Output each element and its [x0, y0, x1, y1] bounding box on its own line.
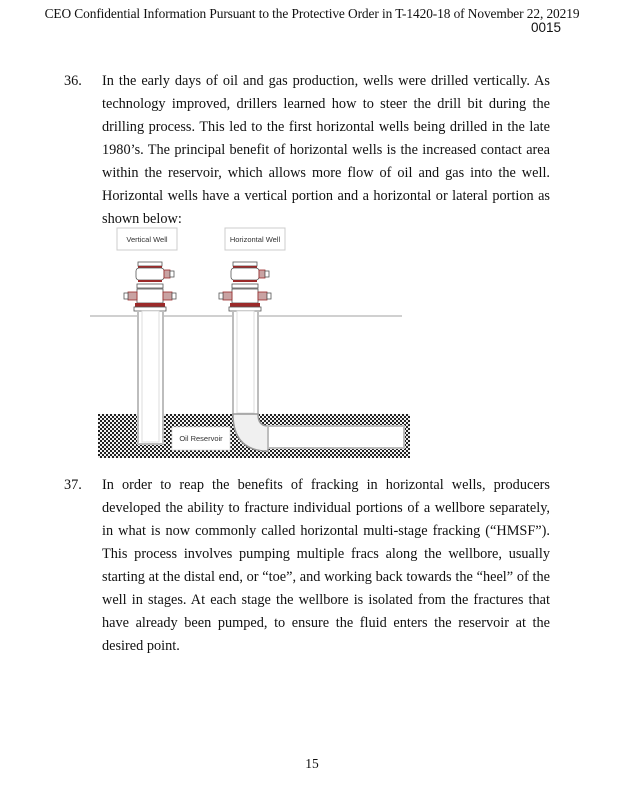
- paragraph-37: [64, 474, 550, 658]
- bates-number: 0015: [530, 20, 561, 35]
- well-diagram: [90, 222, 420, 462]
- horizontal-wellhead-icon: [219, 262, 271, 311]
- paragraph-text: In the early days of oil and gas production, wells were drilled vertically. As technology improved, drillers learned how to steer the drill bit during the drilling process. This led to the first horizontal wells being drilled in the late 1980’s. The principal benefit of horizontal wells is the increased contact area within the reservoir, which allows more flow of oil and gas into the well. Horizontal wells have a vertical portion and a horizontal or lateral portion as shown below:: [102, 73, 550, 227]
- paragraph-36: [64, 70, 550, 231]
- paragraph-number: 37.: [64, 477, 82, 493]
- page-number: 15: [305, 756, 319, 771]
- paragraph-number: 36.: [64, 73, 82, 89]
- paragraph-text: In order to reap the benefits of fracking in horizontal wells, producers developed the ability to fracture individual portions of a wellbore separately, in what is now commonly called horizontal multi-stage fracking (“HMSF”). This process involves pumping multiple fracs along the wellbore, usually starting at the distal end, or “toe”, and working back towards the “heel” of the well in stages. At each stage the wellbore is isolated from the fractures that have already been pumped, to ensure the fluid enters the reservoir at the desired point.: [102, 477, 550, 654]
- label-vertical-well: Vertical Well: [126, 235, 168, 244]
- label-horizontal-well: Horizontal Well: [229, 235, 281, 244]
- confidentiality-header: CEO Confidential Information Pursuant to the Protective Order in T-1420-18 of November 22, 20219: [44, 6, 580, 21]
- label-oil-reservoir: Oil Reservoir: [179, 434, 223, 443]
- vertical-wellhead-icon: [124, 262, 176, 311]
